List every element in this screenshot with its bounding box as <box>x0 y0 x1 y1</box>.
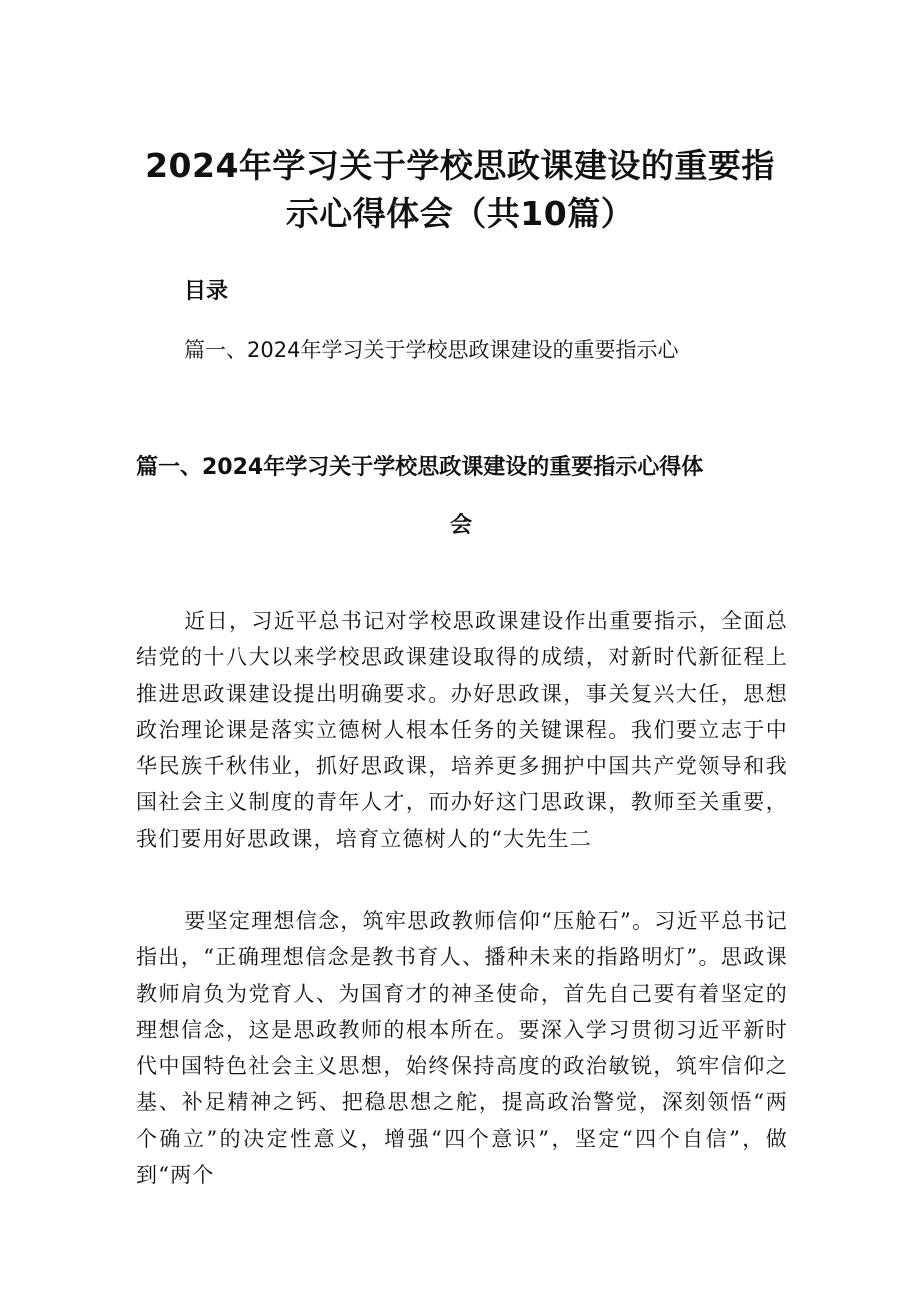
body-paragraph-2: 要坚定理想信念，筑牢思政教师信仰“压舱石”。习近平总书记指出，“正确理想信念是教书育人、播种未来的指路明灯”。思政课教师肩负为党育人、为国育才的神圣使命，首先自己要有着坚定的理想信念，这是思政教师的根本所在。要深入学习贯彻习近平新时代中国特色社会主义思想，始终保持高度的政治敏锐，筑牢信仰之基、补足精神之钙、把稳思想之舵，提高政治警觉，深刻领悟“两个确立”的决定性意义，增强“四个意识”，坚定“四个自信”，做到“两个 <box>136 909 788 1188</box>
body-paragraph-1-container <box>136 603 788 857</box>
document-title-line-1: 2024年学习关于学校思政课建设的重要指 <box>145 146 775 185</box>
toc-item-1[interactable]: 篇一、2024年学习关于学校思政课建设的重要指示心 <box>184 338 679 362</box>
section-heading-line-2: 会 <box>449 513 472 538</box>
body-paragraph-2-container <box>136 903 788 1193</box>
toc-heading: 目录 <box>184 279 229 304</box>
section-heading-line-1: 篇一、2024年学习关于学校思政课建设的重要指示心得体 <box>136 455 704 480</box>
body-paragraph-1: 近日，习近平总书记对学校思政课建设作出重要指示，全面总结党的十八大以来学校思政课建设取得的成绩，对新时代新征程上推进思政课建设提出明确要求。办好思政课，事关复兴大任，思想政治理论课是落实立德树人根本任务的关键课程。我们要立志于中华民族千秋伟业，抓好思政课，培养更多拥护中国共产党领导和我国社会主义制度的青年人才，而办好这门思政课，教师至关重要，我们要用好思政课，培育立德树人的“大先生二 <box>136 609 788 851</box>
document-title-line-2: 示心得体会（共10篇） <box>285 194 635 233</box>
